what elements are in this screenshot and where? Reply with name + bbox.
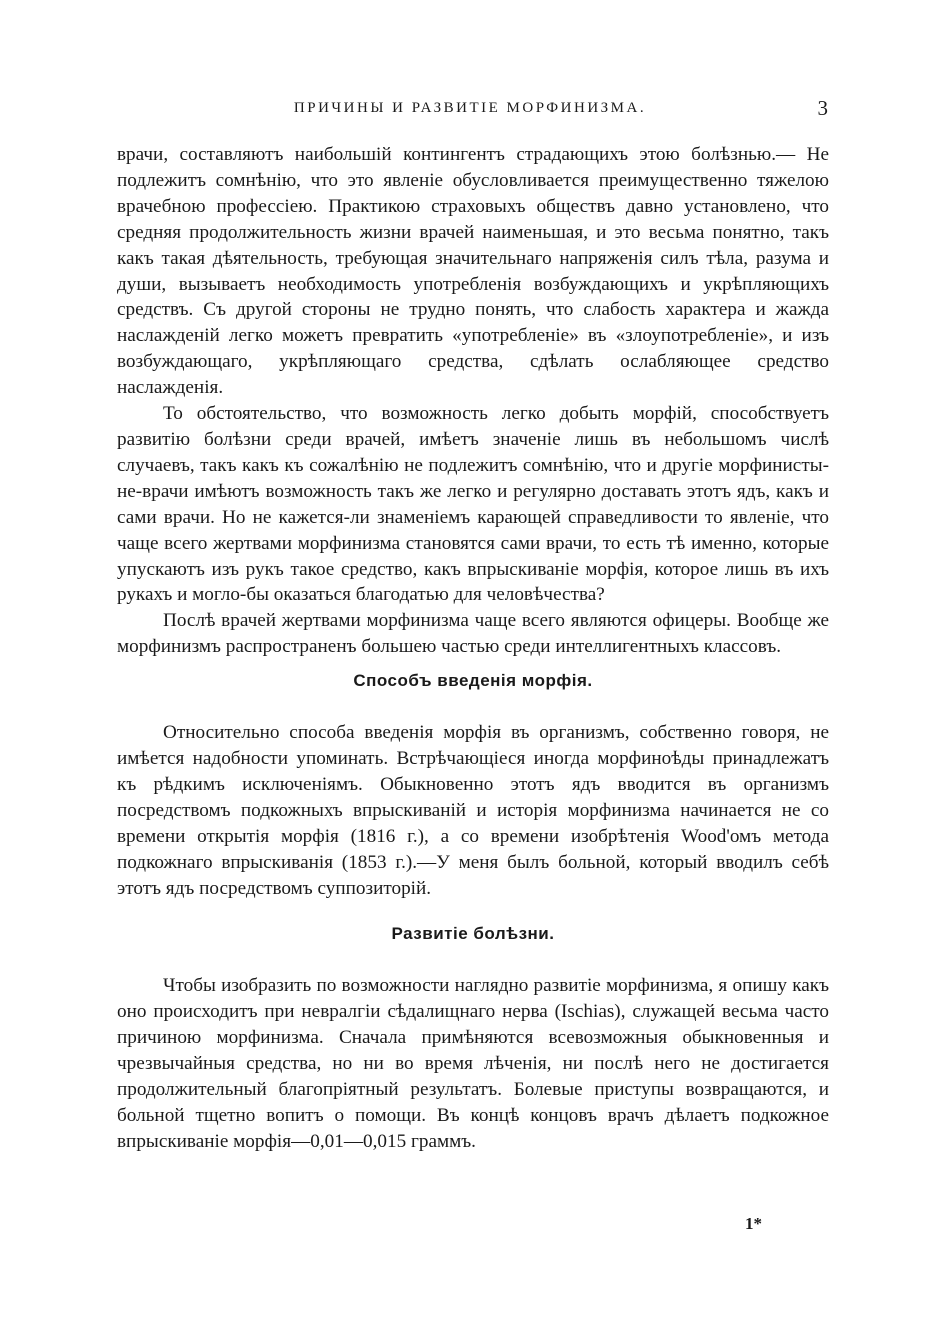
running-head [150, 96, 840, 126]
paragraph-officers: Послѣ врачей жертвами морфинизма чаще всего являются офицеры. Вообще же морфинизмъ распространенъ большею частью среди интеллигентныхъ классовъ. [117, 610, 829, 658]
paragraph-morphine-access: То обстоятельство, что возможность легко добыть морфій, способствуетъ развитію болѣзни среди врачей, имѣетъ значеніе лишь въ небольшомъ числѣ случаевъ, такъ какъ къ сожалѣнію не подлежитъ сомнѣнію, что и другіе морфинисты-не-врачи имѣютъ возможность такъ же легко и регулярно доставать этотъ ядъ, какъ и сами врачи. Но не кажется-ли знаменіемъ карающей справедливости то явленіе, что чаще всего жертвами морфинизма становятся сами врачи, то есть тѣ именно, которые упускаютъ изъ рукъ такое средство, какъ впрыскиваніе морфія, которое лишь въ ихъ рукахъ и могло-бы оказаться благодатью для человѣчества? [117, 403, 829, 606]
running-title: ПРИЧИНЫ И РАЗВИТІЕ МОРФИНИЗМА. [293, 100, 647, 116]
paragraph-continuation: врачи, составляютъ наибольшій контингентъ страдающихъ этою болѣзнью.— Не подлежитъ сомнѣнію, что это явленіе обусловливается преимущественно тяжелою врачебною профессіею. Практикою страховыхъ обществъ давно установлено, что средняя продолжительность жизни врачей наименьшая, и это весьма понятно, такъ какъ такая дѣятельность, требующая значительнаго напряженія силъ тѣла, разума и души, вызываетъ необходимость употребленія возбуждающихъ и укрѣпляющихъ средствъ. Съ другой стороны не трудно понять, что слабость характера и жажда наслажденій легко можетъ превратить «употребленіе» въ «злоупотребленіе», и изъ возбуждающаго, укрѣпляющаго средства, сдѣлать ослабляющее средство наслажденія. [117, 144, 829, 399]
section-heading-development: Развитіе болѣзни. [391, 924, 555, 944]
body-text [117, 142, 829, 1155]
paragraph-development: Чтобы изобразить по возможности наглядно развитіе морфинизма, я опишу какъ оно происходитъ при невралгіи сѣдалищнаго нерва (Ischias), служащей весьма часто причиною морфинизма. Сначала примѣняются всевозможныя обыкновенныя и чрезвычайныя средства, но ни во время лѣченія, ни послѣ него не достигается продолжительный благопріятный результатъ. Болевые приступы возвращаются, и больной тщетно вопитъ о помощи. Въ концѣ концовъ врачъ дѣлаетъ подкожное впрыскиваніе морфія—0,01—0,015 граммъ. [117, 975, 829, 1152]
signature-mark: 1* [745, 1214, 762, 1233]
paragraph-administration: Относительно способа введенія морфія въ организмъ, собственно говоря, не имѣется надобности упоминать. Встрѣчающіеся иногда морфиноѣды принадлежатъ къ рѣдкимъ исключеніямъ. Обыкновенно этотъ ядъ вводится въ организмъ посредствомъ подкожныхъ впрыскиваній и исторія морфинизма начинается не со времени открытія морфія (1816 г.), а со времени изобрѣтенія Wood'омъ метода подкожнаго впрыскиванія (1853 г.).—У меня былъ больной, который вводилъ себѣ этотъ ядъ посредствомъ суппозиторій. [117, 722, 829, 899]
section-heading-administration: Способъ введенія морфія. [353, 671, 593, 691]
page-number: 3 [817, 96, 828, 120]
